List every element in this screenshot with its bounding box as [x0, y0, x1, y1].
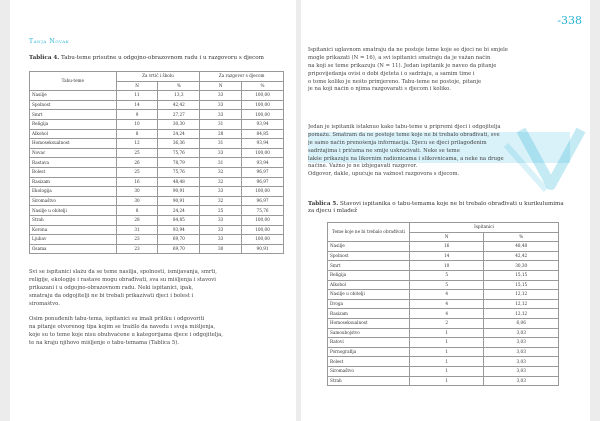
table5-row	[328, 261, 559, 271]
table4-head-theme: Tabu-teme	[30, 72, 117, 91]
text-line: prikazani i u odgojno-obrazovnom radu. Neki ispitanici, ipak,	[29, 284, 194, 291]
table-cell-value: 12,12	[484, 309, 559, 319]
table-cell-value: 13,3	[158, 91, 200, 101]
table-cell-value: 84,85	[242, 129, 284, 139]
table-cell-value: 28	[116, 215, 158, 225]
table-cell-value: 93,94	[158, 225, 200, 235]
table5-head-theme: Teme koje ne bi trebalo obrađivati	[328, 223, 410, 242]
table-cell-value: 78,79	[158, 158, 200, 168]
table-cell-value: 33	[200, 225, 242, 235]
table-cell-value: 31	[200, 119, 242, 129]
table-cell-value: 3,03	[484, 357, 559, 367]
table5-caption-label: Tablica 5.	[308, 201, 339, 207]
table4-row	[30, 167, 284, 177]
table-cell-value: 16	[409, 242, 483, 252]
table5-row	[328, 338, 559, 348]
table-cell-value: 32	[200, 196, 242, 206]
table-cell-value: 33	[200, 91, 242, 101]
text-line: te na kraju njihovo mišljenje o tabu-temama (Tablica 5).	[29, 340, 179, 347]
table5-row	[328, 251, 559, 261]
table-cell-value: 100,00	[242, 215, 284, 225]
table-cell-value: 6,06	[484, 318, 559, 328]
table4-row	[30, 187, 284, 197]
table-cell-value: 33	[200, 110, 242, 120]
table-cell-theme: Korona	[30, 225, 117, 235]
table-cell-value: 5	[409, 280, 483, 290]
table5-row	[328, 270, 559, 280]
table5-row	[328, 328, 559, 338]
table-cell-value: 69,70	[158, 235, 200, 245]
table-cell-theme: Homoseksualnost	[328, 318, 410, 328]
table-cell-theme: Bolest	[30, 167, 117, 177]
table-cell-theme: Pornografija	[328, 347, 410, 357]
table5-row	[328, 357, 559, 367]
table-cell-theme: Ekologija	[30, 187, 117, 197]
table-cell-theme: Religija	[328, 270, 410, 280]
table-cell-value: 16	[116, 177, 158, 187]
table-cell-value: 28	[200, 129, 242, 139]
table-cell-theme: Nasilje u obitelji	[30, 206, 117, 216]
table-cell-value: 3,03	[484, 338, 559, 348]
table-cell-theme: Alkohol	[30, 129, 117, 139]
table-cell-theme: Rasizam	[328, 309, 410, 319]
table-5	[327, 222, 559, 386]
text-line: koje su to teme koje nisu obuhvaćene u kategorijama djece i odgojitelja,	[29, 332, 223, 339]
table4-row	[30, 129, 284, 139]
table-cell-value: 33	[200, 235, 242, 245]
table5-caption	[308, 201, 570, 215]
table-cell-theme: Rasizam	[30, 177, 117, 187]
table-cell-value: 93,94	[242, 139, 284, 149]
text-line: lakše prikazuju na likovnim radionicama i slikovnicama, a neke na druge	[308, 156, 570, 164]
table-cell-value: 100,00	[242, 100, 284, 110]
table-cell-value: 31	[200, 158, 242, 168]
table-cell-value: 96,97	[242, 177, 284, 187]
table5-sub-pct: %	[484, 232, 559, 242]
table-cell-value: 4	[409, 309, 483, 319]
table-cell-value: 12	[116, 139, 158, 149]
text-line: Svi se ispitanici slažu da se teme nasilja, spolnosti, ismijavanja, smrti,	[29, 269, 217, 275]
right-page	[301, 0, 590, 421]
table4-row	[30, 206, 284, 216]
table4-sub-n2: N	[200, 81, 242, 91]
table-cell-value: 75,76	[242, 206, 284, 216]
table-cell-value: 90,91	[158, 187, 200, 197]
table5-row	[328, 376, 559, 386]
table4-caption	[29, 55, 284, 62]
table-cell-value: 100,00	[242, 225, 284, 235]
table5-row	[328, 242, 559, 252]
table-cell-value: 11	[116, 91, 158, 101]
table5-row	[328, 280, 559, 290]
table-cell-value: 30	[200, 244, 242, 254]
table-cell-value: 31	[200, 139, 242, 149]
text-line	[29, 308, 284, 316]
text-line: Odgovor, dakle, upućuje na važnost razgovora s djecom.	[308, 171, 460, 178]
table-cell-value: 30,30	[158, 119, 200, 129]
table-cell-theme: Smrt	[328, 261, 410, 271]
table4-row	[30, 110, 284, 120]
table4-row	[30, 91, 284, 101]
table-cell-theme: Nasilje u obitelji	[328, 290, 410, 300]
table-cell-value: 36,36	[158, 139, 200, 149]
page-number: -338	[557, 14, 582, 27]
table-cell-theme: Samoubojstvo	[328, 328, 410, 338]
table-cell-value: 4	[409, 290, 483, 300]
table-cell-value: 42,42	[158, 100, 200, 110]
table-cell-value: 33	[200, 187, 242, 197]
table-cell-theme: Ljubav	[30, 235, 117, 245]
right-body-text-1	[308, 47, 570, 94]
table-cell-value: 96,97	[242, 196, 284, 206]
table-cell-value: 75,76	[158, 148, 200, 158]
table4-row	[30, 225, 284, 235]
table-cell-theme: Smrt	[30, 110, 117, 120]
text-line: Osim ponuđenih tabu-tema, ispitanici su imali priliku i odgovoriti	[29, 316, 205, 323]
table-cell-value: 25	[200, 206, 242, 216]
text-line: pripovijedanja ovisi o dobi djeteta i o sadržaju, a samim time i	[308, 70, 475, 77]
table-cell-value: 4	[409, 299, 483, 309]
table5-row	[328, 347, 559, 357]
text-line: pomažu. Smatram da ne postoje teme koje ne bi trebalo obrađivati, sve	[308, 132, 570, 140]
table4-sub-pct1: %	[158, 81, 200, 91]
left-body-text	[29, 269, 284, 348]
text-line: o tome koliko je nešto primjereno. Tabu-teme ne postoje, pitanje	[308, 78, 482, 85]
text-line: Jedan je ispitanik istaknuo kako tabu-teme u pripremi djeci i odgojitelja	[308, 124, 501, 130]
text-line: Ispitanici uglavnom smatraju da ne postoje teme koje se djeci ne bi smjele	[308, 47, 508, 53]
table-cell-value: 3,03	[484, 347, 559, 357]
table-cell-value: 14	[116, 100, 158, 110]
text-line: na koji se teme prikazuju (N = 11). Jedan ispitanik je naveo da pitanje	[308, 62, 497, 69]
table-cell-value: 90,91	[242, 244, 284, 254]
table-cell-value: 1	[409, 347, 483, 357]
table5-row	[328, 290, 559, 300]
table-cell-value: 69,70	[158, 244, 200, 254]
text-line: religije, ekologije i rastave mogu obrađivati, sva su mišljenja i stavovi	[29, 276, 216, 283]
table-cell-theme: Strah	[30, 215, 117, 225]
text-line: siromaštvo.	[29, 300, 60, 307]
table-cell-theme: Ratovi	[328, 338, 410, 348]
table4-row	[30, 196, 284, 206]
table-cell-value: 31	[116, 225, 158, 235]
table-cell-value: 10	[409, 261, 483, 271]
watermark-graphic	[501, 125, 590, 195]
text-line: smatraju da odgojitelji ne bi trebali prikazivati djeci i bolest i	[29, 292, 194, 299]
table-cell-value: 3,03	[484, 366, 559, 376]
table-cell-value: 5	[409, 270, 483, 280]
table5-caption-text: Stavovi ispitanika o tabu-temama koje ne bi trebalo obrađivati u kurikulumima za djecu i mladež	[308, 201, 564, 214]
table-cell-value: 24,24	[158, 129, 200, 139]
table-cell-value: 100,00	[242, 91, 284, 101]
table-cell-value: 8	[116, 129, 158, 139]
table-cell-theme: Spolnost	[328, 251, 410, 261]
table-cell-value: 30	[116, 196, 158, 206]
table-cell-value: 1	[409, 328, 483, 338]
table-cell-value: 24,24	[158, 206, 200, 216]
table-cell-value: 33	[200, 148, 242, 158]
table4-head-group-1: Za vrtić i školu	[116, 72, 200, 82]
text-line: na pitanje otvorenog tipa kojim se tražilo da navedu i svoja mišljenja,	[29, 324, 216, 331]
table-cell-value: 1	[409, 376, 483, 386]
table-cell-value: 42,42	[484, 251, 559, 261]
table4-row	[30, 235, 284, 245]
table5-head-group: Ispitanici	[409, 223, 558, 233]
table-cell-value: 3,03	[484, 376, 559, 386]
table-cell-value: 32	[200, 167, 242, 177]
table-cell-theme: Novac	[30, 148, 117, 158]
table4-caption-text: Tabu-teme prisutne u odgojno-obrazovnom radu i u razgovoru s djecom	[59, 55, 264, 61]
table-cell-value: 75,76	[158, 167, 200, 177]
table-cell-value: 15,15	[484, 270, 559, 280]
table-cell-value: 100,00	[242, 148, 284, 158]
table4-row	[30, 244, 284, 254]
table-cell-value: 48,48	[158, 177, 200, 187]
table4-sub-pct2: %	[242, 81, 284, 91]
table4-header-row	[30, 72, 284, 82]
table4-row	[30, 177, 284, 187]
table-cell-value: 12,12	[484, 290, 559, 300]
table5-sub-n: N	[409, 232, 483, 242]
table-cell-theme: Rastava	[30, 158, 117, 168]
table-cell-value: 12,12	[484, 299, 559, 309]
table5-row	[328, 366, 559, 376]
text-line: je samo način prenošenja informacija. Djecu se djeci prilagođenim	[308, 140, 570, 148]
table-cell-value: 15,15	[484, 280, 559, 290]
table-cell-theme: Homoseksualnost	[30, 139, 117, 149]
table5-row	[328, 299, 559, 309]
table-cell-value: 8	[116, 206, 158, 216]
table-cell-value: 93,94	[242, 119, 284, 129]
table-cell-value: 1	[409, 357, 483, 367]
table-cell-value: 23	[116, 235, 158, 245]
table-cell-value: 14	[409, 251, 483, 261]
table-cell-value: 25	[116, 148, 158, 158]
table-cell-value: 26	[116, 158, 158, 168]
table5-header-row	[328, 223, 559, 233]
table4-row	[30, 119, 284, 129]
left-page	[10, 0, 296, 421]
table-cell-value: 100,00	[242, 110, 284, 120]
table4-row	[30, 139, 284, 149]
table-cell-value: 32	[200, 177, 242, 187]
table-cell-value: 30,30	[484, 261, 559, 271]
table-cell-value: 9	[116, 110, 158, 120]
table-cell-theme: Siromaštvo	[30, 196, 117, 206]
table4-caption-label: Tablica 4.	[29, 55, 60, 61]
table5-row	[328, 309, 559, 319]
table-cell-value: 30	[116, 187, 158, 197]
table-cell-value: 2	[409, 318, 483, 328]
table-cell-theme: Alkohol	[328, 280, 410, 290]
table-cell-value: 84,85	[158, 215, 200, 225]
table4-row	[30, 148, 284, 158]
table-cell-value: 93,94	[242, 158, 284, 168]
table-cell-value: 96,97	[242, 167, 284, 177]
table-cell-value: 48,48	[484, 242, 559, 252]
table-cell-theme: Nasilje	[30, 91, 117, 101]
table-cell-value: 1	[409, 366, 483, 376]
table4-sub-n1: N	[116, 81, 158, 91]
table5-row	[328, 318, 559, 328]
table-cell-theme: Droga	[328, 299, 410, 309]
table-4	[29, 71, 284, 254]
table-cell-value: 3,03	[484, 328, 559, 338]
table-cell-value: 33	[200, 100, 242, 110]
table-cell-value: 27,27	[158, 110, 200, 120]
table4-head-group-2: Za razgovor s djecom	[200, 72, 284, 82]
table-cell-value: 25	[116, 167, 158, 177]
table-cell-value: 100,00	[242, 187, 284, 197]
text-line: mogle prikazati (N = 16), a svi ispitanici smatraju da je važan način	[308, 54, 491, 61]
table-cell-theme: Nasilje	[328, 242, 410, 252]
text-line: načine. Važno je ne izbjegavati razgovor.	[308, 163, 418, 170]
table-cell-value: 23	[116, 244, 158, 254]
table-cell-value: 10	[116, 119, 158, 129]
text-line: sadržajima i pričama ne smije uskraćivati. Neke se teme	[308, 148, 570, 156]
table-cell-theme: Bolest	[328, 357, 410, 367]
table4-row	[30, 100, 284, 110]
table-cell-value: 1	[409, 338, 483, 348]
table4-row	[30, 215, 284, 225]
running-header-author: Tanja Novak	[29, 38, 70, 45]
table-cell-value: 33	[200, 215, 242, 225]
table-cell-theme: Siromaštvo	[328, 366, 410, 376]
table-cell-theme: Religija	[30, 119, 117, 129]
table4-row	[30, 158, 284, 168]
table-cell-theme: Osama	[30, 244, 117, 254]
table-cell-value: 100,00	[242, 235, 284, 245]
table-cell-theme: Strah	[328, 376, 410, 386]
text-line: je na koji način o njima razgovarati s djecom i koliko.	[308, 86, 451, 93]
table-cell-theme: Spolnost	[30, 100, 117, 110]
table-cell-value: 90,91	[158, 196, 200, 206]
